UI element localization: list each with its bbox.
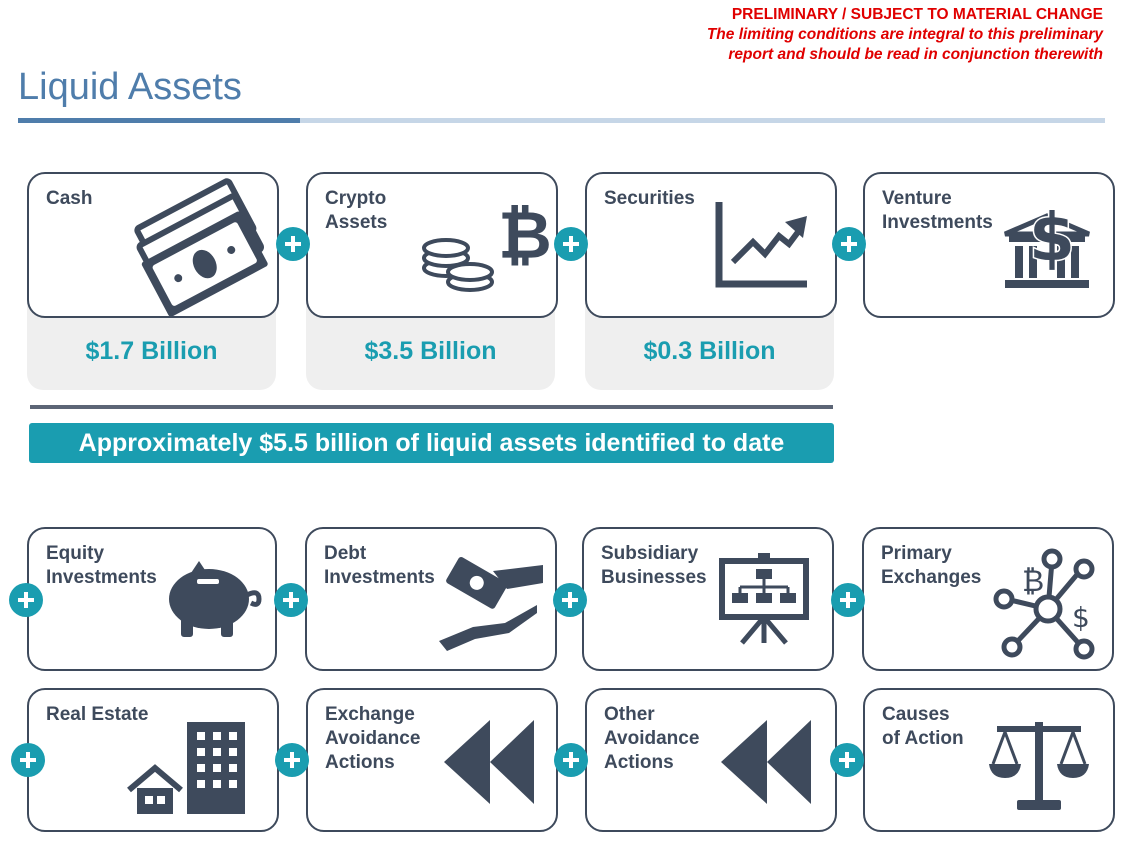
securities-value: $0.3 Billion <box>643 337 776 365</box>
total-banner: Approximately $5.5 billion of liquid assets identified to date <box>29 423 834 463</box>
house-building-icon <box>125 718 249 816</box>
crypto-value: $3.5 Billion <box>364 337 497 365</box>
title-underline <box>18 118 300 123</box>
bank-dollar-icon <box>999 190 1095 294</box>
svg-text:₿: ₿ <box>1022 564 1045 599</box>
cash-card <box>27 172 279 318</box>
subsidiary-businesses-label: Subsidiary Businesses <box>601 543 707 588</box>
exchange-avoidance-actions-card <box>306 688 558 832</box>
plus-icon <box>553 583 587 617</box>
securities-card <box>585 172 837 318</box>
scales-icon <box>987 716 1091 814</box>
plus-icon <box>275 743 309 777</box>
exchange-avoidance-actions-label: Exchange Avoidance Actions <box>325 704 421 773</box>
cash-value: $1.7 Billion <box>85 337 218 365</box>
plus-icon <box>831 583 865 617</box>
svg-text:₿: ₿ <box>498 197 552 274</box>
piggy-bank-icon <box>163 559 271 645</box>
debt-investments-card <box>305 527 557 671</box>
plus-icon <box>830 743 864 777</box>
causes-of-action-card <box>863 688 1115 832</box>
bitcoin-coins-icon <box>416 192 552 296</box>
org-chart-board-icon <box>718 553 810 645</box>
other-avoidance-actions-card <box>585 688 837 832</box>
real-estate-label: Real Estate <box>46 704 149 725</box>
primary-exchanges-label: Primary Exchanges <box>881 543 982 588</box>
crypto-assets-card <box>306 172 558 318</box>
other-avoidance-actions-label: Other Avoidance Actions <box>604 704 700 773</box>
svg-text:$: $ <box>1072 601 1090 634</box>
equity-investments-card <box>27 527 277 671</box>
primary-exchanges-card <box>862 527 1114 671</box>
subsidiary-businesses-card <box>582 527 834 671</box>
disclaimer <box>707 5 1103 65</box>
real-estate-card <box>27 688 279 832</box>
cash-icon <box>137 188 269 300</box>
disclaimer-line-1: PRELIMINARY / SUBJECT TO MATERIAL CHANGE <box>731 6 1103 23</box>
securities-label: Securities <box>604 188 695 209</box>
rewind-icon <box>721 720 813 804</box>
plus-icon <box>276 227 310 261</box>
total-divider <box>30 405 833 409</box>
venture-investments-card <box>863 172 1115 318</box>
venture-investments-label: Venture Investments <box>882 188 993 233</box>
causes-of-action-label: Causes of Action <box>882 704 964 749</box>
crypto-network-icon <box>992 547 1100 659</box>
crypto-assets-label: Crypto Assets <box>325 188 388 233</box>
plus-icon <box>554 743 588 777</box>
disclaimer-line-2: The limiting conditions are integral to this preliminary <box>706 26 1103 43</box>
title-underline-light <box>300 118 1105 123</box>
rewind-icon <box>444 720 536 804</box>
page-title: Liquid Assets <box>18 66 242 108</box>
plus-icon <box>11 743 45 777</box>
plus-icon <box>832 227 866 261</box>
plus-icon <box>554 227 588 261</box>
trend-chart-icon <box>713 196 811 292</box>
cash-label: Cash <box>46 188 93 209</box>
debt-investments-label: Debt Investments <box>324 543 435 588</box>
plus-icon <box>9 583 43 617</box>
money-hand-icon <box>433 551 545 651</box>
equity-investments-label: Equity Investments <box>46 543 157 588</box>
plus-icon <box>274 583 308 617</box>
svg-text:$: $ <box>1029 199 1075 276</box>
disclaimer-line-3: report and should be read in conjunction therewith <box>728 46 1103 63</box>
